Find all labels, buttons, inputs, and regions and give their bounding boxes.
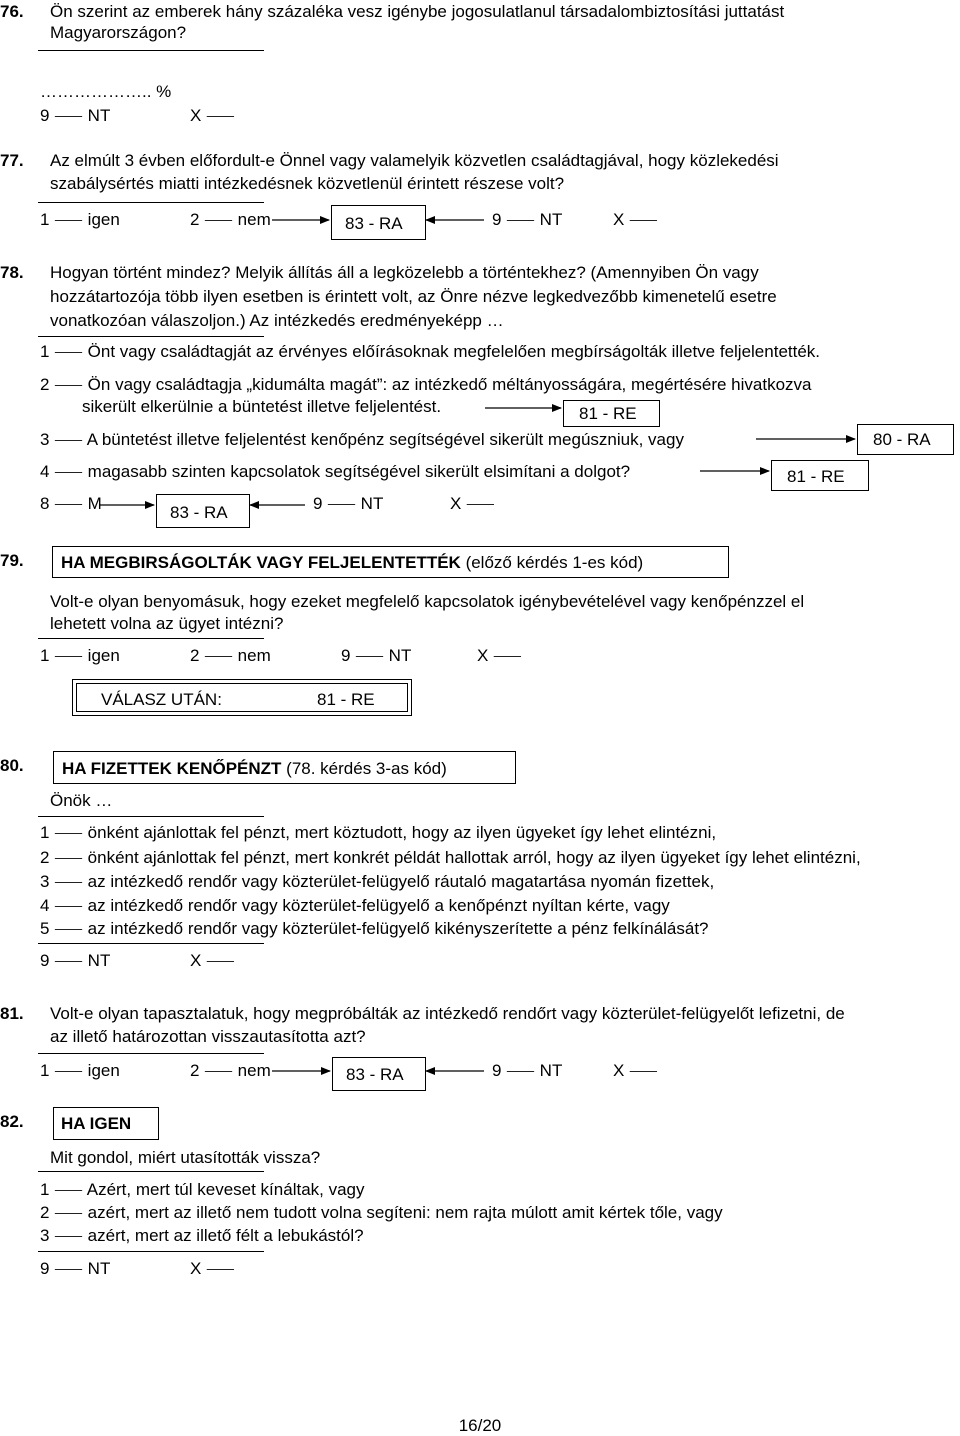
q78-text-line3: vonatkozóan válaszoljon.) Az intézkedés eredményeképp … (50, 311, 504, 330)
q79-option-no[interactable]: 2 ⸺ nem (190, 646, 271, 665)
q80-lead: Önök … (50, 791, 113, 810)
q78-option-8[interactable]: 8 ⸺ M (40, 494, 102, 513)
q78-option-4[interactable]: 4 ⸺ magasabb szinten kapcsolatok segítségével sikerült elsimítani a dolgot? (40, 462, 631, 481)
q80-option-5[interactable]: 5 ⸺ az intézkedő rendőr vagy közterület-felügyelő kikényszerítette a pénz felkínálását? (40, 919, 709, 938)
q77-goto-label: 83 - RA (345, 214, 403, 233)
q81-option-yes[interactable]: 1 ⸺ igen (40, 1061, 120, 1080)
q82-number: 82. (0, 1112, 24, 1131)
q82-text: Mit gondol, miért utasították vissza? (50, 1148, 321, 1167)
q80-filter-bold: HA FIZETTEK KENŐPÉNZT (62, 759, 282, 778)
q76-text-line2: Magyarországon? (50, 23, 187, 42)
q80-option-2[interactable]: 2 ⸺ önként ajánlottak fel pénzt, mert konkrét példát hallottak arról, hogy az ilyen ügyeket így lehet elintézni, (40, 848, 861, 867)
q78-option-3-goto: 80 - RA (873, 430, 931, 449)
q79-option-x[interactable]: X ⸺ (477, 646, 522, 665)
q80-option-nt[interactable]: 9 ⸺ NT (40, 951, 111, 970)
q80-option-4[interactable]: 4 ⸺ az intézkedő rendőr vagy közterület-felügyelő a kenőpénzt nyíltan kérte, vagy (40, 896, 670, 915)
q78-option-nt[interactable]: 9 ⸺ NT (313, 494, 384, 513)
q82-option-nt[interactable]: 9 ⸺ NT (40, 1259, 111, 1278)
q79-after-answer-goto: 81 - RE (317, 690, 375, 709)
q78-option-1[interactable]: 1 ⸺ Önt vagy családtagját az érvényes előírásoknak megfelelően megbírságolták illetve feljelentették. (40, 342, 821, 361)
q77-option-nt[interactable]: 9 ⸺ NT (492, 210, 563, 229)
q79-option-nt[interactable]: 9 ⸺ NT (341, 646, 412, 665)
q81-number: 81. (0, 1004, 24, 1023)
q81-option-x[interactable]: X ⸺ (613, 1061, 658, 1080)
q82-option-3[interactable]: 3 ⸺ azért, mert az illető félt a lebukástól? (40, 1226, 364, 1245)
q77-text-line1: Az elmúlt 3 évben előfordult-e Önnel vagy valamelyik közvetlen családtagjával, hogy közlekedési (50, 151, 779, 170)
q81-text-line2: az illető határozottan visszautasította azt? (50, 1027, 366, 1046)
q78-option-4-goto: 81 - RE (787, 467, 845, 486)
q82-option-1[interactable]: 1 ⸺ Azért, mert túl keveset kínáltak, vagy (40, 1180, 365, 1199)
q76-option-nt[interactable]: 9 ⸺ NT (40, 106, 111, 125)
q77-option-x[interactable]: X ⸺ (613, 210, 658, 229)
q78-text-line1: Hogyan történt mindez? Melyik állítás áll a legközelebb a történtekhez? (Amennyiben Ön vagy (50, 263, 759, 282)
q79-number: 79. (0, 551, 24, 570)
q79-text-line2: lehetett volna az ügyet intézni? (50, 614, 284, 633)
q79-after-answer-label: VÁLASZ UTÁN: (101, 690, 222, 709)
q76-number: 76. (0, 2, 24, 21)
q81-text-line1: Volt-e olyan tapasztalatuk, hogy megpróbálták az intézkedő rendőrt vagy közterület-felügyelőt lefizetni, de (50, 1004, 845, 1023)
q77-number: 77. (0, 151, 24, 170)
q80-option-3[interactable]: 3 ⸺ az intézkedő rendőr vagy közterület-felügyelő ráutaló magatartása nyomán fizettek, (40, 872, 715, 891)
q80-number: 80. (0, 756, 24, 775)
q79-filter-rest: (előző kérdés 1-es kód) (460, 553, 644, 572)
q76-text-line1: Ön szerint az emberek hány százaléka vesz igénybe jogosulatlanul társadalombiztosítási juttatást (50, 2, 785, 21)
q82-filter-bold: HA IGEN (61, 1114, 132, 1133)
q79-filter-bold: HA MEGBIRSÁGOLTÁK VAGY FELJELENTETTÉK (61, 553, 461, 572)
q78-option-3[interactable]: 3 ⸺ A büntetést illetve feljelentést kenőpénz segítségével sikerült megúszniuk, vagy (40, 430, 684, 449)
q81-option-nt[interactable]: 9 ⸺ NT (492, 1061, 563, 1080)
q76-option-x[interactable]: X ⸺ (190, 106, 235, 125)
q78-option-x[interactable]: X ⸺ (450, 494, 495, 513)
q78-option-2[interactable]: 2 ⸺ Ön vagy családtagja „kidumálta magát”: az intézkedő méltányosságára, megértésére hivatkozva (40, 375, 812, 394)
q82-option-x[interactable]: X ⸺ (190, 1259, 235, 1278)
q79-text-line1: Volt-e olyan benyomásuk, hogy ezeket megfelelő kapcsolatok igénybevételével vagy kenőpénzzel el (50, 592, 805, 611)
q76-percent-input[interactable]: ……………….. % (40, 82, 172, 101)
q78-number: 78. (0, 263, 24, 282)
q77-option-no[interactable]: 2 ⸺ nem (190, 210, 271, 229)
q78-text-line2: hozzátartozója több ilyen esetben is érintett volt, az Önre nézve legkedvezőbb kimenetelű esetre (50, 287, 777, 306)
q80-option-x[interactable]: X ⸺ (190, 951, 235, 970)
q77-text-line2: szabálysértés miatti intézkedésnek közvetlenül érintett részese volt? (50, 174, 565, 193)
page-number: 16/20 (458, 1416, 502, 1435)
q80-filter-rest: (78. kérdés 3-as kód) (281, 759, 447, 778)
q81-option-no[interactable]: 2 ⸺ nem (190, 1061, 271, 1080)
q79-option-yes[interactable]: 1 ⸺ igen (40, 646, 120, 665)
q82-option-2[interactable]: 2 ⸺ azért, mert az illető nem tudott volna segíteni: nem rajta múlott amit kértek tőle, vagy (40, 1203, 723, 1222)
q80-option-1[interactable]: 1 ⸺ önként ajánlottak fel pénzt, mert köztudott, hogy az ilyen ügyeket így lehet elintézni, (40, 823, 717, 842)
q78-option-2-cont: sikerült elkerülnie a büntetést illetve feljelentést. (82, 397, 442, 416)
q78-option-2-goto: 81 - RE (579, 404, 637, 423)
q77-option-yes[interactable]: 1 ⸺ igen (40, 210, 120, 229)
q78-option-8-goto: 83 - RA (170, 503, 228, 522)
q81-goto-label: 83 - RA (346, 1065, 404, 1084)
